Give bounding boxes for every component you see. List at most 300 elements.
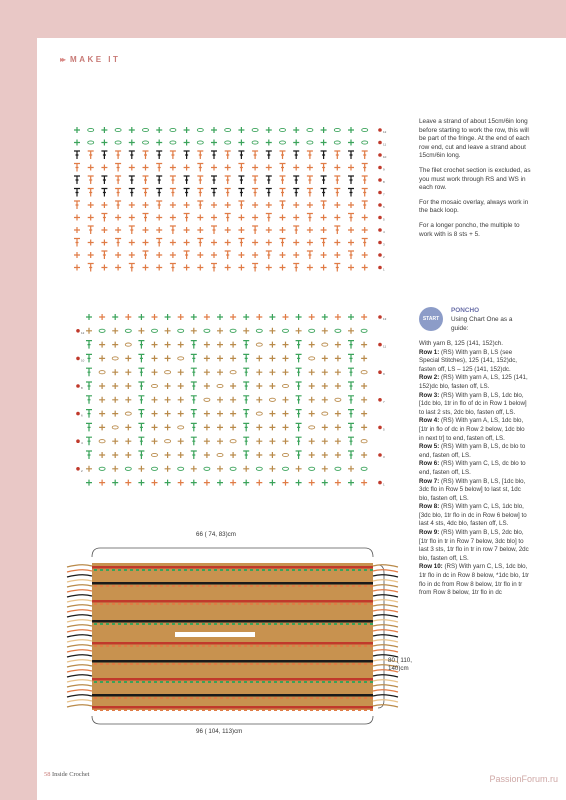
dc-symbol <box>152 397 158 403</box>
stripe-dot <box>118 623 121 625</box>
tr-symbol <box>211 226 217 234</box>
stripe <box>92 678 373 681</box>
dc-symbol <box>143 202 149 208</box>
dc-symbol <box>115 227 121 233</box>
stripe-dot <box>358 623 361 625</box>
dc-symbol <box>269 355 275 361</box>
row-number: 10 <box>81 358 85 363</box>
dc-symbol <box>348 265 354 271</box>
row-marker <box>378 481 382 485</box>
stripe-dot <box>208 697 211 699</box>
dc-symbol <box>129 240 135 246</box>
stripe-dot <box>286 569 289 571</box>
ch-symbol <box>252 141 258 144</box>
stripe-dot <box>214 663 217 665</box>
stripe-dot <box>196 681 199 683</box>
dc-symbol <box>283 438 289 444</box>
row-number: 7 <box>383 192 385 197</box>
tr-symbol <box>184 176 190 184</box>
tr-symbol <box>156 151 162 159</box>
dc-symbol <box>269 466 275 472</box>
instruction-row <box>419 392 531 418</box>
dc-symbol <box>283 480 289 486</box>
row-number: 1 <box>383 482 385 487</box>
dc-symbol <box>204 452 210 458</box>
tr-symbol <box>307 189 313 197</box>
note-paragraph: For the mosaic overlay, always work in the back loop. <box>419 198 529 215</box>
stripe-dot <box>346 585 349 587</box>
dc-symbol <box>165 424 171 430</box>
stripe-dot <box>178 697 181 699</box>
tr-symbol <box>191 354 197 362</box>
dc-symbol <box>348 480 354 486</box>
dc-symbol <box>230 411 236 417</box>
dc-symbol <box>225 240 231 246</box>
dc-symbol <box>184 240 190 246</box>
stripe-dot <box>196 663 199 665</box>
dc-symbol <box>283 369 289 375</box>
stripe-dot <box>298 697 301 699</box>
width-bracket <box>92 548 373 557</box>
stripe-dot <box>310 663 313 665</box>
ch-symbol <box>309 329 315 332</box>
stripe-dot <box>340 697 343 699</box>
dc-symbol <box>211 202 217 208</box>
stripe-dot <box>154 663 157 665</box>
dc-symbol <box>184 265 190 271</box>
stripe-dot <box>130 623 133 625</box>
fringe-strand <box>67 610 92 612</box>
ch-symbol <box>115 141 121 144</box>
stripe-dot <box>292 569 295 571</box>
stripe-dot <box>286 603 289 605</box>
fringe-strand <box>373 615 398 617</box>
stripe-dot <box>124 603 127 605</box>
tr-symbol <box>334 189 340 197</box>
stripe-dot <box>334 645 337 647</box>
stripe-dot <box>256 709 259 711</box>
ch-symbol <box>143 128 149 131</box>
fringe-strand <box>373 630 398 632</box>
ch-symbol <box>256 412 262 415</box>
stripe-dot <box>202 697 205 699</box>
stripe-dot <box>106 585 109 587</box>
stripe-dot <box>142 645 145 647</box>
tr-symbol <box>211 176 217 184</box>
instruction-row <box>419 349 531 375</box>
fringe-strand <box>67 565 92 567</box>
stripe-dot <box>202 681 205 683</box>
dc-symbol <box>348 314 354 320</box>
stripe-dot <box>154 585 157 587</box>
stripe-dot <box>94 623 97 625</box>
stripe-dot <box>328 623 331 625</box>
stripe-dot <box>370 569 373 571</box>
dc-symbol <box>309 383 315 389</box>
tr-symbol <box>170 189 176 197</box>
stripe-dot <box>100 623 103 625</box>
stripe-dot <box>106 663 109 665</box>
stripe-dot <box>124 645 127 647</box>
stripe-dot <box>202 569 205 571</box>
row-lead: Row 6: <box>419 460 442 468</box>
dc-symbol <box>197 215 203 221</box>
tr-symbol <box>184 189 190 197</box>
dc-symbol <box>256 480 262 486</box>
ch-symbol <box>99 440 105 443</box>
page-footer <box>44 771 89 778</box>
fringe-strand <box>373 695 398 697</box>
fringe-strand <box>67 605 92 607</box>
dc-symbol <box>335 355 341 361</box>
ch-symbol <box>307 128 313 131</box>
dc-symbol <box>191 314 197 320</box>
stripe-dot <box>136 645 139 647</box>
stripe-dot <box>202 709 205 711</box>
tr-symbol <box>238 176 244 184</box>
stripe <box>92 600 373 603</box>
dc-symbol <box>361 480 367 486</box>
tr-symbol <box>348 151 354 159</box>
stripe-dot <box>106 603 109 605</box>
stripe-dot <box>286 645 289 647</box>
dc-symbol <box>225 202 231 208</box>
stripe-dot <box>226 663 229 665</box>
ch-symbol <box>230 329 236 332</box>
fringe-strand <box>67 650 92 652</box>
stripe-dot <box>166 663 169 665</box>
ch-symbol <box>283 329 289 332</box>
stripe <box>92 660 373 663</box>
stripe-dot <box>352 623 355 625</box>
fringe-strand <box>373 685 398 687</box>
stripe-dot <box>328 681 331 683</box>
stripe-dot <box>220 569 223 571</box>
dc-symbol <box>156 215 162 221</box>
row-marker <box>378 228 382 232</box>
dc-symbol <box>309 480 315 486</box>
dc-symbol <box>125 452 131 458</box>
dc-symbol <box>361 355 367 361</box>
fringe-strand <box>373 620 398 622</box>
stripe-dot <box>358 663 361 665</box>
dc-symbol <box>211 240 217 246</box>
dc-symbol <box>252 202 258 208</box>
dc-symbol <box>238 252 244 258</box>
stripe-dot <box>220 645 223 647</box>
stripe-dot <box>106 645 109 647</box>
stripe-dot <box>340 681 343 683</box>
instruction-row <box>419 340 531 349</box>
dc-symbol <box>269 369 275 375</box>
stripe-dot <box>178 645 181 647</box>
dc-symbol <box>152 411 158 417</box>
stripe-dot <box>310 569 313 571</box>
dc-symbol <box>307 240 313 246</box>
tr-symbol <box>115 164 121 172</box>
stripe-dot <box>274 709 277 711</box>
stripe-dot <box>268 645 271 647</box>
tr-symbol <box>321 201 327 209</box>
stripe-dot <box>172 645 175 647</box>
ch-symbol <box>99 371 105 374</box>
ch-symbol <box>283 453 289 456</box>
dc-symbol <box>170 215 176 221</box>
stripe-dot <box>226 681 229 683</box>
row-text: (RS) With yarn B, LS, 2dc blo, [1tr flo in tr in Row 7 below, 3dc blo] to last 3 sts, 1tr flo in tr in row 7 below, 2dc blo, fasten off, LS. <box>419 529 529 562</box>
tr-symbol <box>243 341 249 349</box>
stripe-dot <box>160 663 163 665</box>
fringe-strand <box>373 700 398 702</box>
tr-symbol <box>101 251 107 259</box>
fringe-strand <box>67 630 92 632</box>
stripe-dot <box>370 603 373 605</box>
tr-symbol <box>197 189 203 197</box>
dc-symbol <box>256 397 262 403</box>
tr-symbol <box>225 151 231 159</box>
ch-symbol <box>283 467 289 470</box>
stripe-dot <box>322 623 325 625</box>
dc-symbol <box>184 127 190 133</box>
dc-symbol <box>252 252 258 258</box>
stripe-dot <box>112 623 115 625</box>
chart-one <box>74 127 368 272</box>
dc-symbol <box>211 165 217 171</box>
stripe-dot <box>154 623 157 625</box>
row-number: 9 <box>383 167 385 172</box>
stripe-dot <box>160 603 163 605</box>
stripe-dot <box>352 603 355 605</box>
tr-symbol <box>321 239 327 247</box>
dc-symbol <box>129 165 135 171</box>
stripe-dot <box>214 569 217 571</box>
ch-symbol <box>125 467 131 470</box>
stripe-dot <box>160 697 163 699</box>
poncho-intro: Using Chart One as a guide: <box>451 316 513 332</box>
stripe-dot <box>340 645 343 647</box>
tr-symbol <box>348 396 354 404</box>
dc-symbol <box>362 227 368 233</box>
fringe-strand <box>373 595 398 597</box>
dc-symbol <box>269 452 275 458</box>
stripe-dot <box>298 603 301 605</box>
ch-symbol <box>178 329 184 332</box>
row-number: 8 <box>383 180 385 184</box>
dc-symbol <box>309 411 315 417</box>
instruction-row <box>419 478 531 504</box>
stripe-dot <box>244 663 247 665</box>
ch-symbol <box>99 329 105 332</box>
stripe-dot <box>238 697 241 699</box>
stripe-dot <box>292 603 295 605</box>
stripe-dot <box>214 645 217 647</box>
dc-symbol <box>280 215 286 221</box>
stripe-dot <box>226 585 229 587</box>
tr-symbol <box>348 368 354 376</box>
stripe-dot <box>268 697 271 699</box>
fringe-strand <box>67 675 92 677</box>
stripe-dot <box>322 603 325 605</box>
dc-symbol <box>156 227 162 233</box>
stripe-dot <box>94 603 97 605</box>
tr-symbol <box>191 368 197 376</box>
row-marker <box>378 128 382 132</box>
dc-symbol <box>321 215 327 221</box>
row-text: (RS) With yarn C, LS, dc blo to end, fasten off, LS. <box>419 460 526 476</box>
stripe-dot <box>154 681 157 683</box>
tr-symbol <box>252 264 258 272</box>
row-marker <box>76 412 80 416</box>
tr-symbol <box>348 382 354 390</box>
dc-symbol <box>307 165 313 171</box>
dc-symbol <box>217 342 223 348</box>
fringe-strand <box>373 635 398 637</box>
tr-symbol <box>86 382 92 390</box>
dc-symbol <box>230 342 236 348</box>
stripe-dot <box>322 709 325 711</box>
stripe-dot <box>124 585 127 587</box>
dc-symbol <box>170 202 176 208</box>
row-number: 12 <box>81 330 85 335</box>
fringe-strand <box>67 640 92 642</box>
row-number: 5 <box>383 217 385 222</box>
dc-symbol <box>225 165 231 171</box>
row-lead: Row 10: <box>419 563 445 571</box>
stripe-dot <box>238 623 241 625</box>
stripe-dot <box>124 569 127 571</box>
ch-symbol <box>88 141 94 144</box>
tr-symbol <box>348 214 354 222</box>
dc-symbol <box>361 424 367 430</box>
stripe-dot <box>154 709 157 711</box>
stripe-dot <box>106 569 109 571</box>
stripe-dot <box>214 709 217 711</box>
stripe-dot <box>286 697 289 699</box>
stripe-dot <box>304 585 307 587</box>
stripe-dot <box>196 569 199 571</box>
tr-symbol <box>243 437 249 445</box>
stripe-dot <box>106 681 109 683</box>
dc-symbol <box>225 265 231 271</box>
row-marker <box>378 191 382 195</box>
tr-symbol <box>280 151 286 159</box>
tr-symbol <box>348 451 354 459</box>
tr-symbol <box>184 251 190 259</box>
dc-symbol <box>217 480 223 486</box>
row-marker <box>378 141 382 145</box>
stripe-dot <box>316 697 319 699</box>
stripe-dot <box>208 569 211 571</box>
dc-symbol <box>269 424 275 430</box>
stripe-dot <box>220 603 223 605</box>
dc-symbol <box>335 342 341 348</box>
stripe-dot <box>262 603 265 605</box>
tr-symbol <box>138 382 144 390</box>
dc-symbol <box>238 265 244 271</box>
dc-symbol <box>217 424 223 430</box>
ch-symbol <box>152 467 158 470</box>
tr-symbol <box>348 176 354 184</box>
tr-symbol <box>184 214 190 222</box>
tr-symbol <box>266 189 272 197</box>
row-marker <box>76 329 80 333</box>
stripe-dot <box>346 697 349 699</box>
stripe-dot <box>184 623 187 625</box>
tr-symbol <box>86 437 92 445</box>
fringe-strand <box>373 585 398 587</box>
tr-symbol <box>238 189 244 197</box>
stripe-dot <box>280 569 283 571</box>
dc-symbol <box>334 202 340 208</box>
dc-symbol <box>348 328 354 334</box>
stripe-dot <box>232 603 235 605</box>
ch-symbol <box>178 357 184 360</box>
tr-symbol <box>293 226 299 234</box>
tr-symbol <box>191 396 197 404</box>
stripe-dot <box>232 709 235 711</box>
row-marker <box>378 166 382 170</box>
dc-symbol <box>204 383 210 389</box>
fringe-strand <box>373 645 398 647</box>
fringe-strand <box>373 565 398 567</box>
stripe-dot <box>118 697 121 699</box>
dc-symbol <box>252 215 258 221</box>
stripe-dot <box>154 645 157 647</box>
dc-symbol <box>348 240 354 246</box>
fringe-strand <box>67 580 92 582</box>
tr-symbol <box>115 151 121 159</box>
height-label: 80 ( 110, 140)cm <box>388 657 412 672</box>
dc-symbol <box>309 314 315 320</box>
stripe-dot <box>358 709 361 711</box>
stripe-dot <box>304 623 307 625</box>
dc-symbol <box>101 265 107 271</box>
tr-symbol <box>296 423 302 431</box>
dc-symbol <box>152 369 158 375</box>
tr-symbol <box>138 410 144 418</box>
dc-symbol <box>293 127 299 133</box>
tr-symbol <box>191 437 197 445</box>
stripe-dot <box>370 623 373 625</box>
stripe-dot <box>304 663 307 665</box>
stripe-dot <box>184 663 187 665</box>
stripe-dot <box>250 681 253 683</box>
dc-symbol <box>178 369 184 375</box>
dc-symbol <box>269 383 275 389</box>
row-marker <box>76 467 80 471</box>
height-bracket <box>378 565 384 708</box>
fringe-strand <box>373 675 398 677</box>
stripe-dot <box>316 681 319 683</box>
stripe-dot <box>136 623 139 625</box>
fringe-strand <box>67 655 92 657</box>
tr-symbol <box>88 189 94 197</box>
tr-symbol <box>101 176 107 184</box>
stripe-dot <box>340 585 343 587</box>
ch-symbol <box>88 128 94 131</box>
dc-symbol <box>99 424 105 430</box>
stripe-dot <box>244 709 247 711</box>
stripe-dot <box>136 663 139 665</box>
stripe-dot <box>334 585 337 587</box>
stripe-dot <box>274 645 277 647</box>
tr-symbol <box>74 164 80 172</box>
fringe-strand <box>67 585 92 587</box>
dc-symbol <box>322 452 328 458</box>
tr-symbol <box>238 164 244 172</box>
fringe-strand <box>67 705 92 707</box>
dc-symbol <box>243 328 249 334</box>
